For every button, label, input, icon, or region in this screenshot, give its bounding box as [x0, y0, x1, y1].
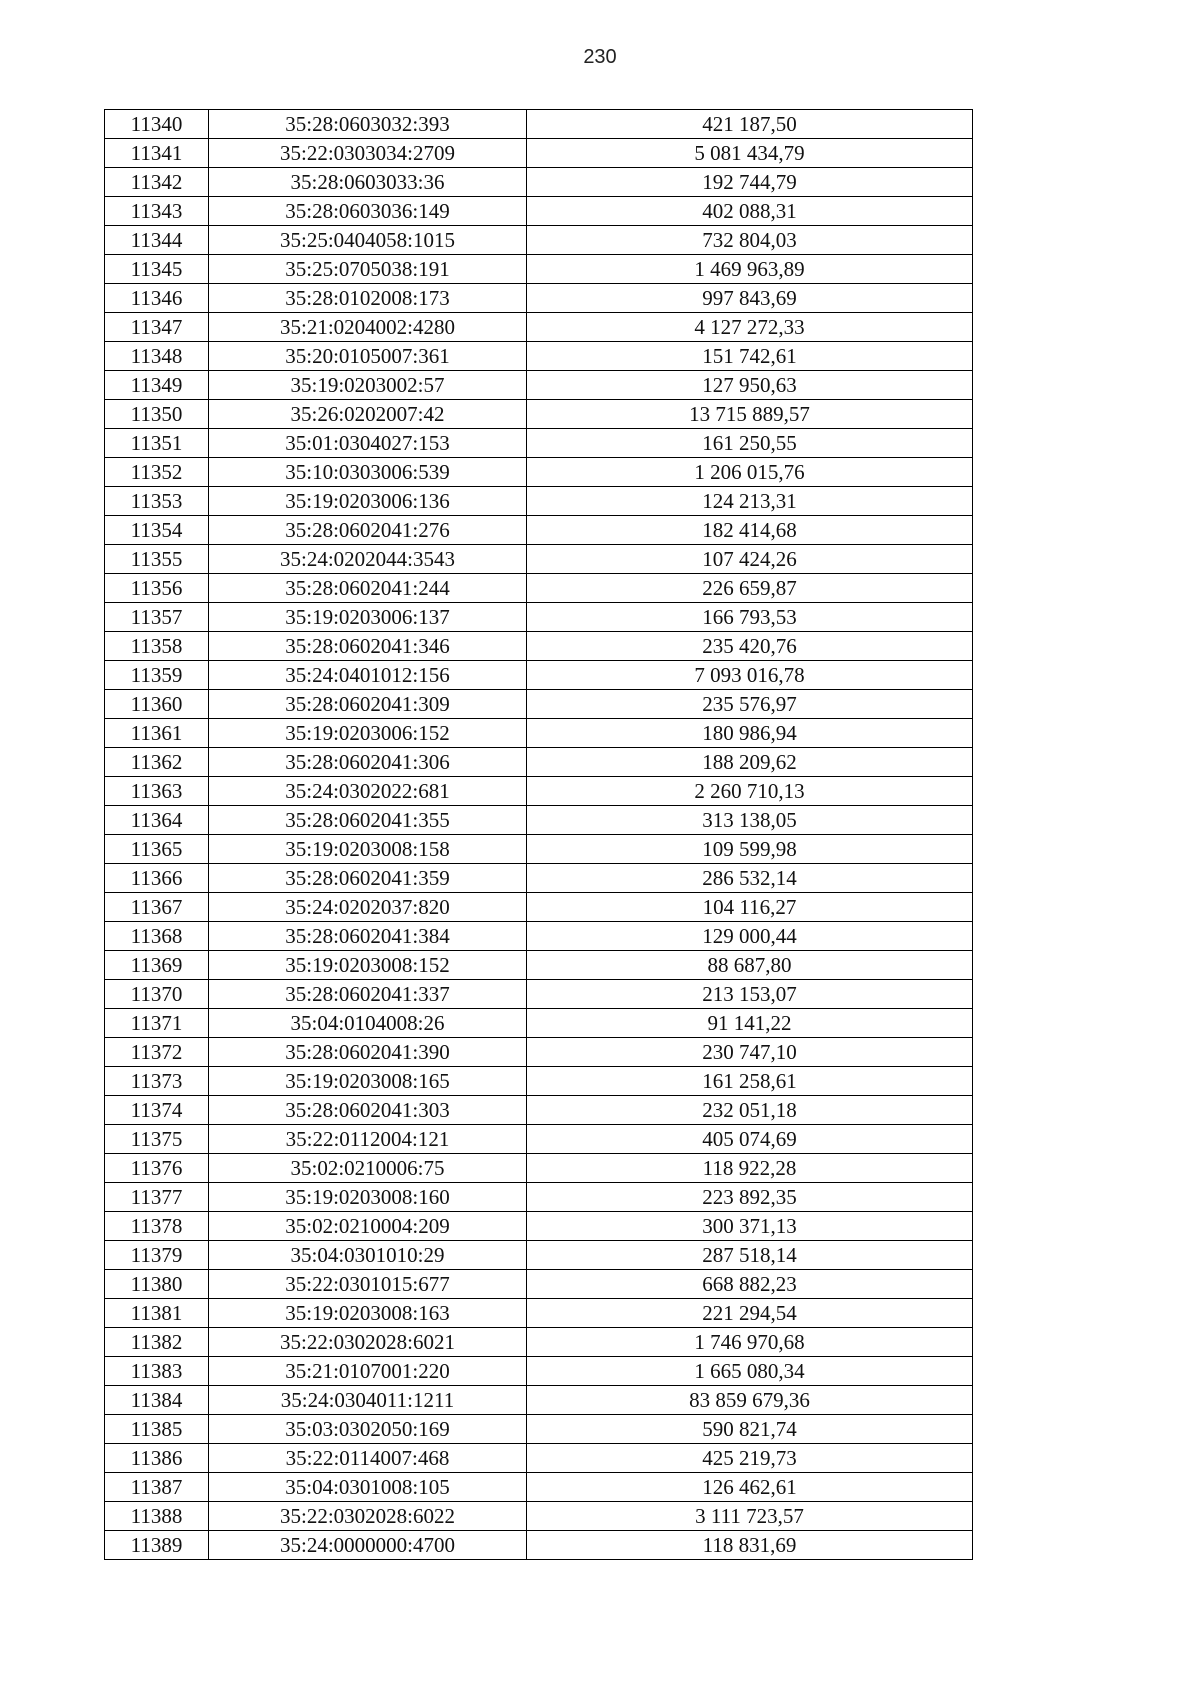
cadastral-number-cell: 35:02:0210004:209 [209, 1212, 527, 1241]
table-row [105, 226, 973, 255]
cadastral-value-cell: 425 219,73 [527, 1444, 973, 1473]
cadastral-number-cell: 35:28:0602041:390 [209, 1038, 527, 1067]
cadastral-number-cell: 35:28:0602041:309 [209, 690, 527, 719]
row-number-cell: 11363 [105, 777, 209, 806]
table-row [105, 835, 973, 864]
table-row [105, 951, 973, 980]
cadastral-value-cell: 7 093 016,78 [527, 661, 973, 690]
cadastral-number-cell: 35:03:0302050:169 [209, 1415, 527, 1444]
table-row [105, 1531, 973, 1560]
row-number-cell: 11361 [105, 719, 209, 748]
table-row [105, 516, 973, 545]
table-row [105, 284, 973, 313]
cadastral-value-cell: 2 260 710,13 [527, 777, 973, 806]
cadastral-number-cell: 35:19:0203006:137 [209, 603, 527, 632]
row-number-cell: 11362 [105, 748, 209, 777]
cadastral-value-cell: 1 665 080,34 [527, 1357, 973, 1386]
cadastral-value-cell: 402 088,31 [527, 197, 973, 226]
cadastral-value-cell: 221 294,54 [527, 1299, 973, 1328]
table-row [105, 864, 973, 893]
row-number-cell: 11373 [105, 1067, 209, 1096]
cadastral-value-cell: 182 414,68 [527, 516, 973, 545]
row-number-cell: 11358 [105, 632, 209, 661]
cadastral-value-cell: 213 153,07 [527, 980, 973, 1009]
table-row [105, 574, 973, 603]
table-row [105, 1183, 973, 1212]
row-number-cell: 11387 [105, 1473, 209, 1502]
cadastral-number-cell: 35:02:0210006:75 [209, 1154, 527, 1183]
cadastral-value-cell: 83 859 679,36 [527, 1386, 973, 1415]
row-number-cell: 11370 [105, 980, 209, 1009]
cadastral-number-cell: 35:19:0203008:160 [209, 1183, 527, 1212]
cadastral-value-cell: 235 576,97 [527, 690, 973, 719]
cadastral-value-cell: 3 111 723,57 [527, 1502, 973, 1531]
cadastral-value-cell: 166 793,53 [527, 603, 973, 632]
cadastral-number-cell: 35:19:0203008:165 [209, 1067, 527, 1096]
row-number-cell: 11372 [105, 1038, 209, 1067]
table-row [105, 1067, 973, 1096]
cadastral-value-cell: 286 532,14 [527, 864, 973, 893]
cadastral-value-cell: 161 258,61 [527, 1067, 973, 1096]
row-number-cell: 11364 [105, 806, 209, 835]
table-row [105, 922, 973, 951]
page-number: 230 [583, 46, 617, 68]
cadastral-number-cell: 35:19:0203006:136 [209, 487, 527, 516]
cadastral-value-cell: 13 715 889,57 [527, 400, 973, 429]
row-number-cell: 11343 [105, 197, 209, 226]
table-row [105, 1328, 973, 1357]
table-row [105, 893, 973, 922]
table-row [105, 661, 973, 690]
cadastral-number-cell: 35:25:0404058:1015 [209, 226, 527, 255]
cadastral-value-cell: 88 687,80 [527, 951, 973, 980]
cadastral-value-cell: 180 986,94 [527, 719, 973, 748]
row-number-cell: 11355 [105, 545, 209, 574]
row-number-cell: 11357 [105, 603, 209, 632]
row-number-cell: 11385 [105, 1415, 209, 1444]
cadastral-number-cell: 35:22:0301015:677 [209, 1270, 527, 1299]
table-row [105, 313, 973, 342]
cadastral-number-cell: 35:28:0602041:244 [209, 574, 527, 603]
cadastral-number-cell: 35:24:0401012:156 [209, 661, 527, 690]
cadastral-value-cell: 590 821,74 [527, 1415, 973, 1444]
table-row [105, 806, 973, 835]
cadastral-number-cell: 35:19:0203008:152 [209, 951, 527, 980]
cadastral-value-cell: 287 518,14 [527, 1241, 973, 1270]
cadastral-number-cell: 35:10:0303006:539 [209, 458, 527, 487]
table-row [105, 1241, 973, 1270]
row-number-cell: 11379 [105, 1241, 209, 1270]
table-row [105, 1038, 973, 1067]
table-row [105, 110, 973, 139]
row-number-cell: 11347 [105, 313, 209, 342]
table-row [105, 400, 973, 429]
cadastral-number-cell: 35:04:0301010:29 [209, 1241, 527, 1270]
cadastral-value-cell: 223 892,35 [527, 1183, 973, 1212]
cadastral-value-cell: 91 141,22 [527, 1009, 973, 1038]
row-number-cell: 11377 [105, 1183, 209, 1212]
row-number-cell: 11366 [105, 864, 209, 893]
row-number-cell: 11386 [105, 1444, 209, 1473]
table-row [105, 603, 973, 632]
table-row [105, 719, 973, 748]
table-row [105, 458, 973, 487]
cadastral-number-cell: 35:26:0202007:42 [209, 400, 527, 429]
row-number-cell: 11365 [105, 835, 209, 864]
table-row [105, 980, 973, 1009]
row-number-cell: 11389 [105, 1531, 209, 1560]
cadastral-number-cell: 35:28:0602041:346 [209, 632, 527, 661]
cadastral-number-cell: 35:28:0603033:36 [209, 168, 527, 197]
cadastral-number-cell: 35:28:0102008:173 [209, 284, 527, 313]
cadastral-number-cell: 35:28:0603032:393 [209, 110, 527, 139]
cadastral-value-cell: 226 659,87 [527, 574, 973, 603]
cadastral-value-cell: 151 742,61 [527, 342, 973, 371]
table-row [105, 1502, 973, 1531]
cadastral-value-cell: 732 804,03 [527, 226, 973, 255]
row-number-cell: 11384 [105, 1386, 209, 1415]
cadastral-value-cell: 124 213,31 [527, 487, 973, 516]
table-row [105, 1154, 973, 1183]
cadastral-number-cell: 35:19:0203008:158 [209, 835, 527, 864]
table-row [105, 1125, 973, 1154]
cadastral-value-cell: 313 138,05 [527, 806, 973, 835]
row-number-cell: 11348 [105, 342, 209, 371]
row-number-cell: 11380 [105, 1270, 209, 1299]
row-number-cell: 11368 [105, 922, 209, 951]
table-row [105, 1444, 973, 1473]
row-number-cell: 11342 [105, 168, 209, 197]
table-row [105, 748, 973, 777]
row-number-cell: 11376 [105, 1154, 209, 1183]
row-number-cell: 11340 [105, 110, 209, 139]
cadastral-value-table [104, 109, 973, 1560]
cadastral-number-cell: 35:28:0602041:303 [209, 1096, 527, 1125]
cadastral-number-cell: 35:28:0602041:384 [209, 922, 527, 951]
cadastral-number-cell: 35:21:0107001:220 [209, 1357, 527, 1386]
cadastral-number-cell: 35:19:0203008:163 [209, 1299, 527, 1328]
cadastral-value-cell: 107 424,26 [527, 545, 973, 574]
row-number-cell: 11388 [105, 1502, 209, 1531]
table-row [105, 255, 973, 284]
cadastral-value-cell: 109 599,98 [527, 835, 973, 864]
row-number-cell: 11350 [105, 400, 209, 429]
table-row [105, 777, 973, 806]
table-row [105, 1386, 973, 1415]
table-row [105, 1299, 973, 1328]
cadastral-value-cell: 4 127 272,33 [527, 313, 973, 342]
cadastral-number-cell: 35:22:0112004:121 [209, 1125, 527, 1154]
table-row [105, 487, 973, 516]
cadastral-value-cell: 192 744,79 [527, 168, 973, 197]
cadastral-number-cell: 35:25:0705038:191 [209, 255, 527, 284]
row-number-cell: 11353 [105, 487, 209, 516]
cadastral-value-cell: 118 831,69 [527, 1531, 973, 1560]
cadastral-number-cell: 35:28:0602041:359 [209, 864, 527, 893]
table-row [105, 168, 973, 197]
row-number-cell: 11383 [105, 1357, 209, 1386]
row-number-cell: 11367 [105, 893, 209, 922]
row-number-cell: 11352 [105, 458, 209, 487]
table-row [105, 1357, 973, 1386]
table-body [105, 110, 973, 1560]
table-row [105, 1415, 973, 1444]
cadastral-number-cell: 35:24:0202044:3543 [209, 545, 527, 574]
cadastral-number-cell: 35:28:0602041:337 [209, 980, 527, 1009]
cadastral-number-cell: 35:22:0302028:6021 [209, 1328, 527, 1357]
row-number-cell: 11375 [105, 1125, 209, 1154]
row-number-cell: 11382 [105, 1328, 209, 1357]
row-number-cell: 11351 [105, 429, 209, 458]
table-row [105, 690, 973, 719]
cadastral-number-cell: 35:20:0105007:361 [209, 342, 527, 371]
table-row [105, 429, 973, 458]
cadastral-value-cell: 230 747,10 [527, 1038, 973, 1067]
cadastral-value-cell: 997 843,69 [527, 284, 973, 313]
cadastral-number-cell: 35:24:0202037:820 [209, 893, 527, 922]
cadastral-number-cell: 35:22:0302028:6022 [209, 1502, 527, 1531]
row-number-cell: 11344 [105, 226, 209, 255]
table-row [105, 1096, 973, 1125]
cadastral-number-cell: 35:19:0203002:57 [209, 371, 527, 400]
cadastral-number-cell: 35:28:0602041:355 [209, 806, 527, 835]
cadastral-number-cell: 35:28:0602041:276 [209, 516, 527, 545]
cadastral-value-cell: 161 250,55 [527, 429, 973, 458]
table-row [105, 632, 973, 661]
table-row [105, 1212, 973, 1241]
table-row [105, 197, 973, 226]
cadastral-value-cell: 118 922,28 [527, 1154, 973, 1183]
cadastral-number-cell: 35:21:0204002:4280 [209, 313, 527, 342]
table-row [105, 1270, 973, 1299]
row-number-cell: 11349 [105, 371, 209, 400]
row-number-cell: 11374 [105, 1096, 209, 1125]
cadastral-number-cell: 35:24:0302022:681 [209, 777, 527, 806]
cadastral-value-cell: 1 746 970,68 [527, 1328, 973, 1357]
table-row [105, 545, 973, 574]
cadastral-value-cell: 421 187,50 [527, 110, 973, 139]
table-row [105, 1009, 973, 1038]
cadastral-value-cell: 188 209,62 [527, 748, 973, 777]
row-number-cell: 11360 [105, 690, 209, 719]
cadastral-value-cell: 1 206 015,76 [527, 458, 973, 487]
cadastral-number-cell: 35:22:0114007:468 [209, 1444, 527, 1473]
row-number-cell: 11354 [105, 516, 209, 545]
table-row [105, 342, 973, 371]
cadastral-number-cell: 35:19:0203006:152 [209, 719, 527, 748]
table-row [105, 139, 973, 168]
cadastral-value-cell: 235 420,76 [527, 632, 973, 661]
cadastral-value-cell: 405 074,69 [527, 1125, 973, 1154]
cadastral-number-cell: 35:01:0304027:153 [209, 429, 527, 458]
row-number-cell: 11381 [105, 1299, 209, 1328]
row-number-cell: 11371 [105, 1009, 209, 1038]
cadastral-value-cell: 5 081 434,79 [527, 139, 973, 168]
row-number-cell: 11369 [105, 951, 209, 980]
row-number-cell: 11359 [105, 661, 209, 690]
cadastral-value-cell: 104 116,27 [527, 893, 973, 922]
cadastral-number-cell: 35:28:0603036:149 [209, 197, 527, 226]
cadastral-value-cell: 127 950,63 [527, 371, 973, 400]
cadastral-value-cell: 126 462,61 [527, 1473, 973, 1502]
cadastral-value-cell: 232 051,18 [527, 1096, 973, 1125]
cadastral-value-cell: 1 469 963,89 [527, 255, 973, 284]
cadastral-value-cell: 668 882,23 [527, 1270, 973, 1299]
row-number-cell: 11378 [105, 1212, 209, 1241]
cadastral-number-cell: 35:04:0104008:26 [209, 1009, 527, 1038]
table-row [105, 1473, 973, 1502]
cadastral-number-cell: 35:24:0000000:4700 [209, 1531, 527, 1560]
cadastral-value-cell: 300 371,13 [527, 1212, 973, 1241]
cadastral-number-cell: 35:24:0304011:1211 [209, 1386, 527, 1415]
cadastral-number-cell: 35:22:0303034:2709 [209, 139, 527, 168]
row-number-cell: 11341 [105, 139, 209, 168]
cadastral-number-cell: 35:28:0602041:306 [209, 748, 527, 777]
cadastral-value-cell: 129 000,44 [527, 922, 973, 951]
table-row [105, 371, 973, 400]
cadastral-number-cell: 35:04:0301008:105 [209, 1473, 527, 1502]
row-number-cell: 11346 [105, 284, 209, 313]
row-number-cell: 11345 [105, 255, 209, 284]
row-number-cell: 11356 [105, 574, 209, 603]
